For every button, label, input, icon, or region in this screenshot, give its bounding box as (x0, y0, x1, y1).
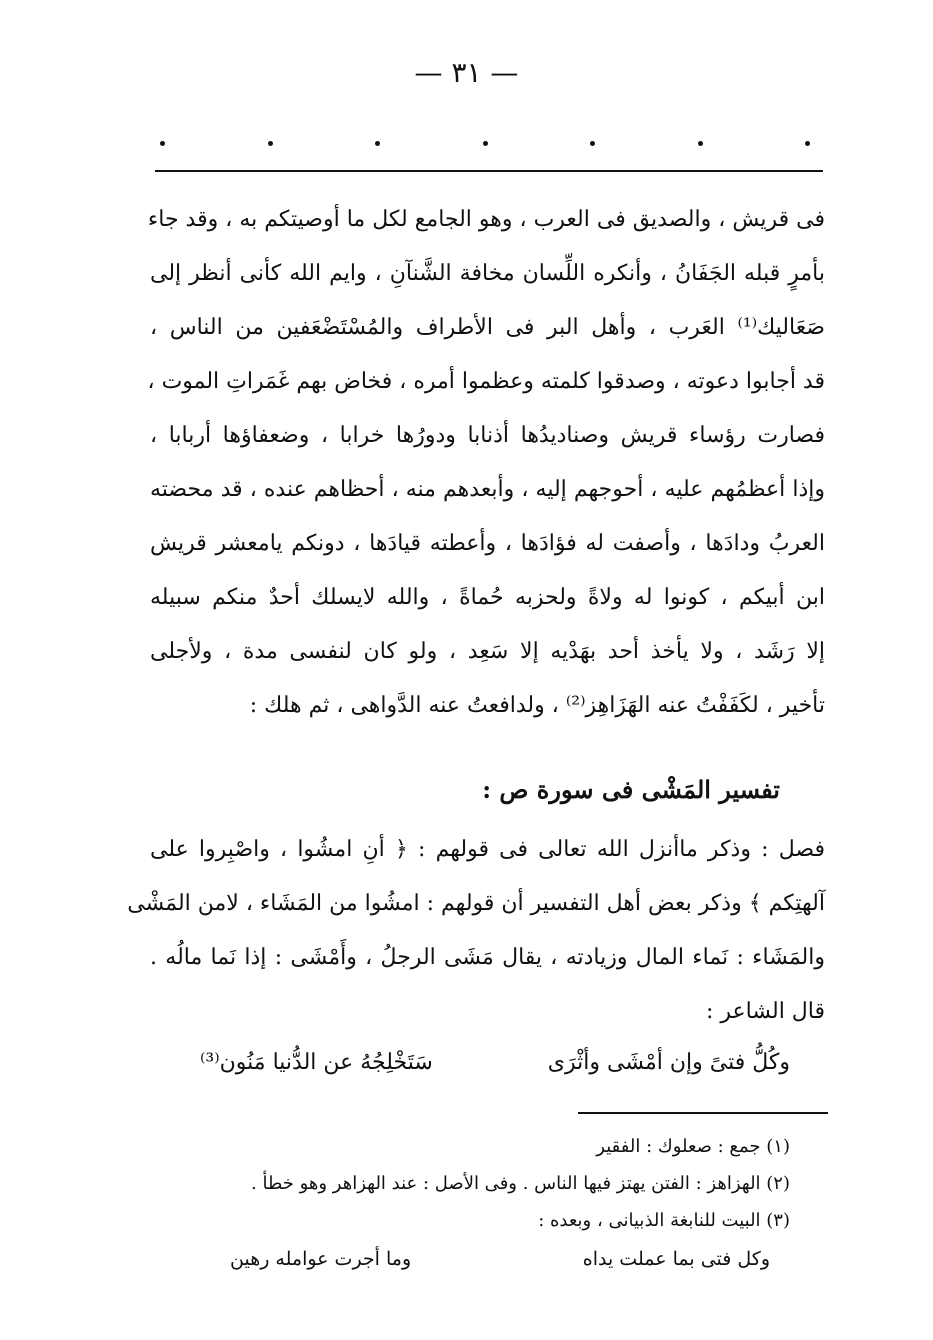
page-number: — ٣١ — (414, 56, 519, 89)
text-line: تأخير ، لكَفَفْتُ عنه الهَزَاهِز⁽²⁾ ، ولدافعتُ عنه الدَّواهى ، ثم هلك : (249, 693, 825, 718)
footnotes (150, 1128, 790, 1279)
text-line: آلهتِكم ﴾ وذكر بعض أهل التفسير أن قولهم : امشُوا من المَشَاء ، لامن المَشْى (127, 891, 825, 916)
footnote: (١) جمع : صعلوك : الفقير (596, 1136, 790, 1157)
body-text (147, 193, 825, 733)
top-rule (155, 170, 823, 172)
text-line: العربُ ودادَها ، وأصفت له فؤادَها ، وأعطته قيادَها ، دونكم يامعشر قريش (150, 531, 825, 556)
dot (268, 141, 273, 146)
text-line: بأمرٍ قبله الجَفَانُ ، وأنكره اللِّسان مخافة الشَّنآنِ ، وايم الله كأنى أنظر إلى (150, 261, 825, 286)
text-line: صَعَاليك⁽¹⁾ العَرب ، وأهل البر فى الأطراف والمُسْتَضْعَفين من الناس ، (150, 315, 825, 340)
text-line: وإذا أعظمُهم عليه ، أحوجهم إليه ، وأبعدهم منه ، أحظاهم عنده ، قد محضته (150, 477, 825, 502)
text-line: إلا رَشَد ، ولا يأخذ أحد بهَدْيه إلا سَعِد ، ولو كان لنفسى مدة ، ولأجلى (150, 639, 825, 664)
poem-second-hemistich: سَتَخْلِجُهُ عن الدُّنيا مَنُون⁽³⁾ (200, 1050, 433, 1075)
footnote-poem-first: وكل فتى بما عملت يداه (582, 1248, 770, 1270)
footnote-poem-second: وما أجرت عوامله رهين (230, 1248, 412, 1270)
footnote: (٢) الهزاهز : الفتن يهتز فيها الناس . وفى الأصل : عند الهزاهر وهو خطأ . (251, 1173, 790, 1194)
dot (805, 141, 810, 146)
dot (590, 141, 595, 146)
text-line: قال الشاعر : (705, 999, 825, 1024)
dot (160, 141, 165, 146)
poem-verse (200, 1050, 790, 1075)
dot (698, 141, 703, 146)
dot (375, 141, 380, 146)
ellipsis-dots (160, 128, 810, 158)
text-line: قد أجابوا دعوته ، وصدقوا كلمته وعظموا أمره ، فخاض بهم غَمَراتِ الموت ، (147, 369, 825, 394)
footnote: (٣) البيت للنابغة الذبيانى ، وبعده : (538, 1210, 790, 1231)
footnote-rule (578, 1112, 828, 1114)
text-line: فصل : وذكر ماأنزل الله تعالى فى قولهم : ﴿ أنِ امشُوا ، واصْبِروا على (150, 837, 825, 862)
dot (483, 141, 488, 146)
section-heading: تفسير المَشْى فى سورة ص : (482, 775, 780, 804)
text-line: والمَشَاء : نَماء المال وزيادته ، يقال مَشَى الرجلُ ، وأَمْشَى : إذا نَما مالُه . (150, 945, 825, 970)
footnote-poem (230, 1239, 770, 1279)
text-line: فصارت رؤساء قريش وصناديدُها أذنابا ودورُها خرابا ، وضعفاؤها أربابا ، (150, 423, 825, 448)
section-text (127, 823, 825, 1039)
poem-first-hemistich: وكُلُّ فتىً وإن أمْشَى وأثْرَى (547, 1050, 790, 1075)
text-line: فى قريش ، والصديق فى العرب ، وهو الجامع لكل ما أوصيتكم به ، وقد جاء (147, 207, 825, 232)
text-line: ابن أبيكم ، كونوا له ولاةً ولحزبه حُماةً ، والله لايسلك أحدٌ منكم سبيله (150, 585, 825, 610)
